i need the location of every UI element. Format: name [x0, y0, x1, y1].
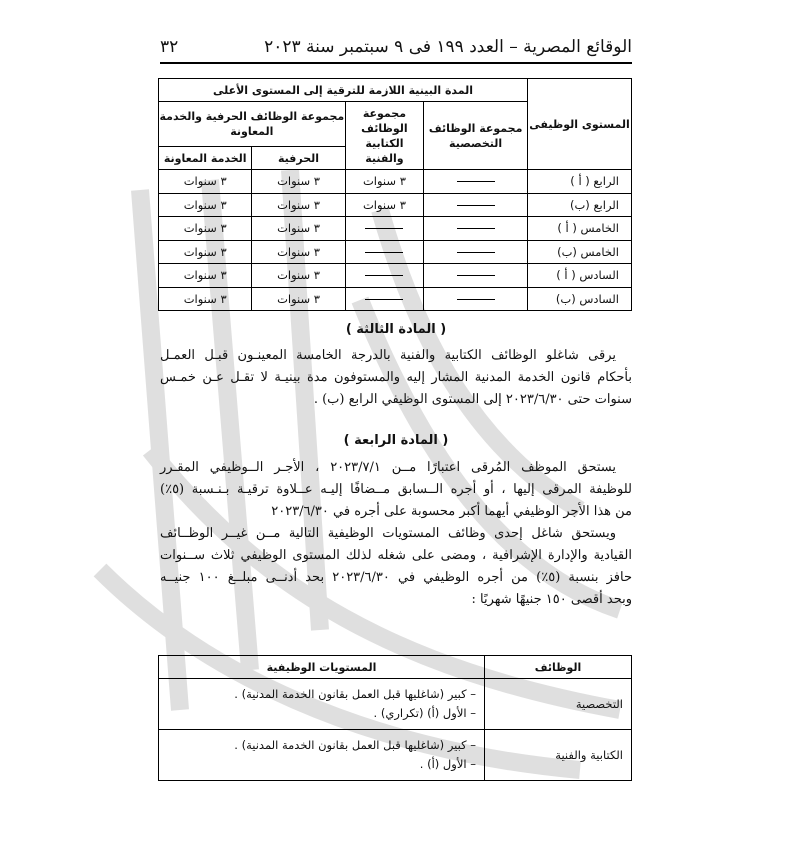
specialized-cell [424, 287, 528, 311]
level-cell: السادس ( أ ) [528, 264, 632, 288]
table-row [159, 287, 632, 311]
article4-line: حافز بنسبة (٥٪) من أجره الوظيفي في ٢٠٢٣/٦/٣٠ بحد أدنــى مبلــغ ١٠٠ جنيــه [160, 570, 632, 585]
dash-mark [365, 252, 403, 253]
table-row [159, 264, 632, 288]
clerical-cell: ٣ سنوات [345, 193, 423, 217]
table-row [159, 170, 632, 194]
table-row [159, 679, 632, 730]
article3-line: يرقى شاغلو الوظائف الكتابية والفنية بالدرجة الخامسة المعينـون قبـل العمـل [160, 348, 616, 363]
col-clerical-header: مجموعة الوظائف الكتابية والفنية [345, 102, 423, 170]
level-item: – الأول (أ) (تكراري) . [373, 706, 476, 720]
levels-cell [159, 679, 485, 730]
specialized-cell [424, 240, 528, 264]
article4-line: القيادية والإدارة الإشرافية ، ومضى على شغله لذلك المستوى الوظيفي ثلاث ســنوات [160, 548, 632, 563]
job-cell: التخصصية [485, 679, 632, 730]
dash-mark [457, 275, 495, 276]
dash-mark [365, 228, 403, 229]
support-cell: ٣ سنوات [159, 287, 252, 311]
table-row [159, 217, 632, 241]
table-row [159, 193, 632, 217]
clerical-cell [345, 264, 423, 288]
publication-title: الوقائع المصرية – العدد ١٩٩ فى ٩ سبتمبر سنة ٢٠٢٣ [264, 37, 632, 57]
col-support-header: الخدمة المعاونة [159, 147, 252, 170]
support-cell: ٣ سنوات [159, 264, 252, 288]
craft-cell: ٣ سنوات [252, 264, 345, 288]
col-level-header: المستوى الوظيفى [528, 79, 632, 170]
article3-line: بأحكام قانون الخدمة المدنية المشار إليه والمستوفون مدة بينيـة لا تقـل عـن خمـس [160, 370, 632, 385]
table-row [159, 730, 632, 781]
dash-mark [365, 299, 403, 300]
dash-mark [457, 299, 495, 300]
article4-title: ( المادة الرابعة ) [343, 433, 449, 448]
specialized-cell [424, 264, 528, 288]
job-cell: الكتابية والفنية [485, 730, 632, 781]
article3-line: سنوات حتى ٢٠٢٣/٦/٣٠ إلى المستوى الوظيفي الرابع (ب) . [313, 392, 632, 407]
level-cell: الخامس ( أ ) [528, 217, 632, 241]
page-number: ٣٢ [160, 37, 179, 57]
span-title-header: المدة البينية اللازمة للترقية إلى المستوى الأعلى [159, 79, 528, 102]
support-cell: ٣ سنوات [159, 217, 252, 241]
level-item: – كبير (شاغليها قبل العمل بقانون الخدمة المدنية) . [234, 687, 476, 701]
levels-cell [159, 730, 485, 781]
dash-mark [457, 252, 495, 253]
craft-cell: ٣ سنوات [252, 287, 345, 311]
clerical-cell [345, 287, 423, 311]
craft-cell: ٣ سنوات [252, 217, 345, 241]
col-specialized-header: مجموعة الوظائف التخصصية [424, 102, 528, 170]
level-cell: الرابع ( أ ) [528, 170, 632, 194]
dash-mark [365, 275, 403, 276]
article4-line: يستحق الموظف المُرقى اعتبارًا مــن ٢٠٢٣/٧/١ ، الأجـر الــوظيفي المقـرر [160, 460, 616, 475]
specialized-cell [424, 193, 528, 217]
level-item: – كبير (شاغليها قبل العمل بقانون الخدمة المدنية) . [234, 738, 476, 752]
support-cell: ٣ سنوات [159, 170, 252, 194]
article4-line: ويستحق شاغل إحدى وظائف المستويات الوظيفية التالية مــن غيــر الوظــائف [160, 526, 616, 541]
col-craft-header: الحرفية [252, 147, 345, 170]
craft-cell: ٣ سنوات [252, 193, 345, 217]
article4-line: للوظيفة المرقى إليها ، أو أجره الــسابق مــضافًا إليـه عــلاوة ترقيـة بـنـسبة (٥٪) [160, 482, 632, 497]
col-jobs-header: الوظائف [485, 656, 632, 679]
support-cell: ٣ سنوات [159, 240, 252, 264]
level-cell: السادس (ب) [528, 287, 632, 311]
clerical-cell [345, 217, 423, 241]
article4-line: من هذا الأجر الوظيفي أيهما أكبر محسوبة على أجره في ٢٠٢٣/٦/٣٠ [271, 504, 632, 519]
level-item: – الأول (أ) . [419, 757, 476, 771]
specialized-cell [424, 217, 528, 241]
level-cell: الرابع (ب) [528, 193, 632, 217]
specialized-cell [424, 170, 528, 194]
craft-cell: ٣ سنوات [252, 240, 345, 264]
promotion-period-table [158, 78, 632, 311]
col-craft-group-header: مجموعة الوظائف الحرفية والخدمة المعاونة [159, 102, 346, 147]
table-row [159, 240, 632, 264]
incentive-levels-table [158, 655, 632, 781]
clerical-cell: ٣ سنوات [345, 170, 423, 194]
dash-mark [457, 228, 495, 229]
page-header [160, 34, 632, 60]
clerical-cell [345, 240, 423, 264]
article3-text [160, 345, 632, 411]
dash-mark [457, 205, 495, 206]
article4-line: وبحد أقصى ١٥٠ جنيهًا شهريًا : [471, 592, 632, 607]
craft-cell: ٣ سنوات [252, 170, 345, 194]
level-cell: الخامس (ب) [528, 240, 632, 264]
article3-title: ( المادة الثالثة ) [345, 322, 447, 337]
support-cell: ٣ سنوات [159, 193, 252, 217]
col-levels-header: المستويات الوظيفية [159, 656, 485, 679]
header-rule [160, 62, 632, 64]
dash-mark [457, 181, 495, 182]
article4-text [160, 457, 632, 611]
